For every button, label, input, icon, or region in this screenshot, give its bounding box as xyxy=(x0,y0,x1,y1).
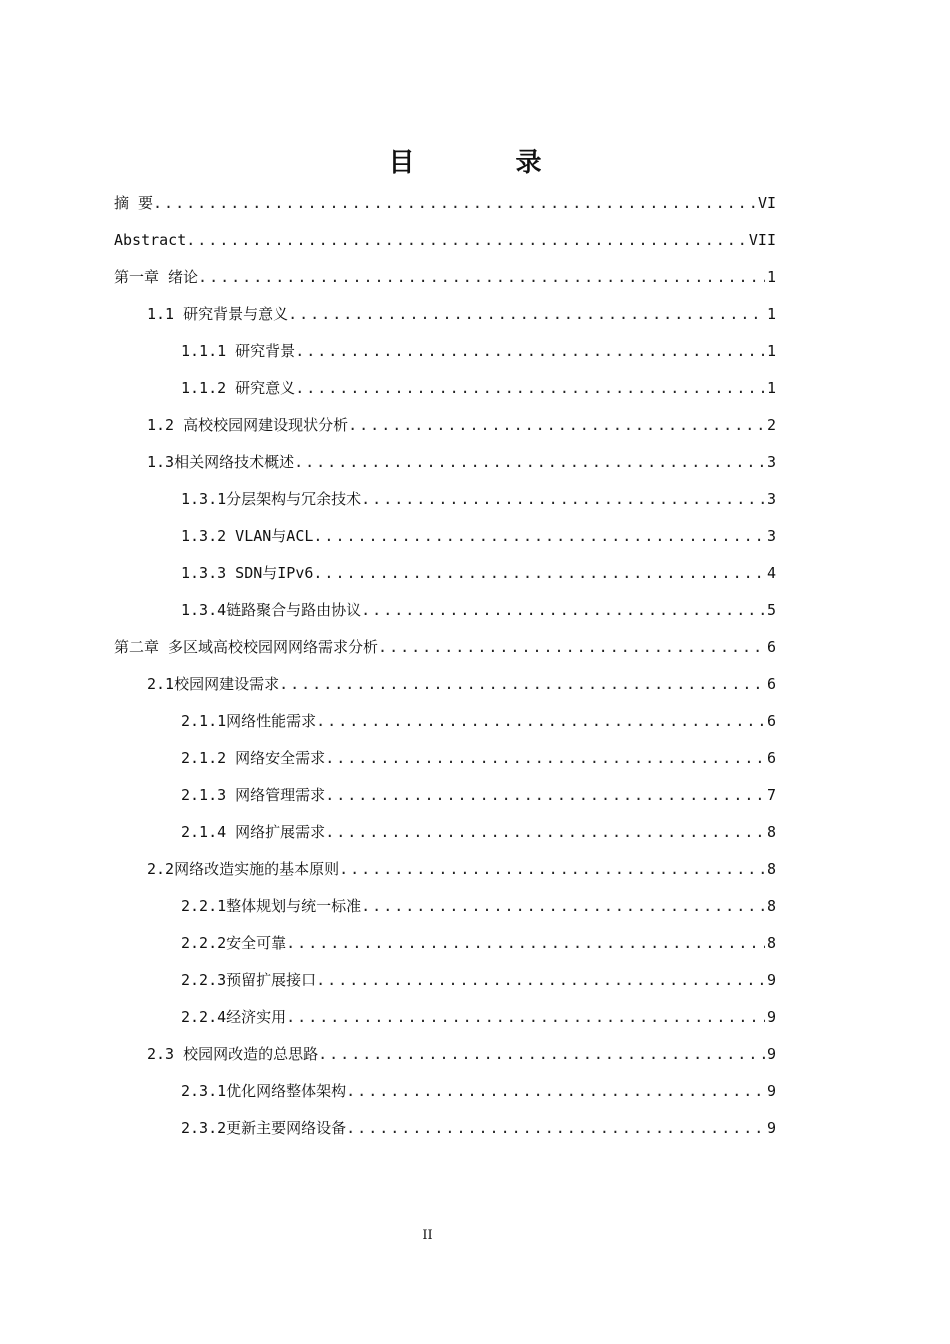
toc-dot-leader xyxy=(325,740,765,777)
toc-dot-leader xyxy=(313,518,765,555)
toc-entry-page: 8 xyxy=(766,860,776,878)
toc-entry-page: 7 xyxy=(766,786,776,804)
toc-entry-page: 1 xyxy=(766,342,776,360)
toc-entry[interactable] xyxy=(114,740,776,777)
toc-entry-title: 摘 要 xyxy=(114,194,154,212)
toc-entry[interactable] xyxy=(114,296,776,333)
toc-entry-title: 1.3.2 VLAN与ACL xyxy=(181,527,314,545)
toc-dot-leader xyxy=(346,1110,765,1147)
toc-entry[interactable] xyxy=(114,333,776,370)
toc-dot-leader xyxy=(361,888,765,925)
toc-entry[interactable] xyxy=(114,814,776,851)
toc-entry[interactable] xyxy=(114,888,776,925)
toc-entry-title: 1.1.2 研究意义 xyxy=(181,379,296,397)
toc-entry-page: 3 xyxy=(766,490,776,508)
toc-entry-title: 1.1 研究背景与意义 xyxy=(147,305,289,323)
toc-entry[interactable] xyxy=(114,407,776,444)
toc-entry-title: 1.3.3 SDN与IPv6 xyxy=(181,564,314,582)
toc-entry-title: 1.3.4链路聚合与路由协议 xyxy=(181,601,362,619)
toc-dot-leader xyxy=(186,222,747,259)
toc-entry-title: 2.1.3 网络管理需求 xyxy=(181,786,326,804)
toc-entry-title: 2.2.2安全可靠 xyxy=(181,934,287,952)
toc-dot-leader xyxy=(339,851,765,888)
toc-entry-page: 8 xyxy=(766,934,776,952)
toc-entry[interactable] xyxy=(114,999,776,1036)
toc-entry-page: 3 xyxy=(766,527,776,545)
toc-entry[interactable] xyxy=(114,592,776,629)
toc-entry-title: 2.3.2更新主要网络设备 xyxy=(181,1119,347,1137)
toc-dot-leader xyxy=(288,296,765,333)
toc-dot-leader xyxy=(316,962,765,999)
toc-entry[interactable] xyxy=(114,1110,776,1147)
toc-dot-leader xyxy=(325,777,765,814)
toc-dot-leader xyxy=(361,592,765,629)
toc-entry-page: 9 xyxy=(766,1008,776,1026)
toc-dot-leader xyxy=(286,999,765,1036)
toc-dot-leader xyxy=(378,629,765,666)
toc-entry-page: 9 xyxy=(766,1045,776,1063)
toc-entry[interactable] xyxy=(114,222,776,259)
page-title: 目 录 xyxy=(388,148,588,178)
toc-entry-page: 3 xyxy=(766,453,776,471)
toc-entry-title: 2.1.2 网络安全需求 xyxy=(181,749,326,767)
toc-entry[interactable] xyxy=(114,185,776,222)
toc-entry[interactable] xyxy=(114,444,776,481)
toc-entry[interactable] xyxy=(114,1073,776,1110)
toc-entry[interactable] xyxy=(114,629,776,666)
toc-dot-leader xyxy=(348,407,765,444)
toc-dot-leader xyxy=(313,555,765,592)
toc-entry[interactable] xyxy=(114,481,776,518)
toc-entry-page: 6 xyxy=(766,712,776,730)
toc-entry-page: VI xyxy=(757,194,776,212)
toc-entry[interactable] xyxy=(114,962,776,999)
toc-dot-leader xyxy=(316,703,765,740)
toc-dot-leader xyxy=(153,185,756,222)
toc-entry[interactable] xyxy=(114,518,776,555)
toc-entry[interactable] xyxy=(114,370,776,407)
toc-entry-title: 2.2.3预留扩展接口 xyxy=(181,971,317,989)
toc-dot-leader xyxy=(198,259,765,296)
toc-entry-page: VII xyxy=(748,231,776,249)
toc-entry[interactable] xyxy=(114,1036,776,1073)
toc-entry-title: 1.1.1 研究背景 xyxy=(181,342,296,360)
toc-entry-page: 8 xyxy=(766,897,776,915)
toc-entry[interactable] xyxy=(114,666,776,703)
toc-dot-leader xyxy=(295,370,765,407)
toc-entry[interactable] xyxy=(114,555,776,592)
toc-entry-title: 2.2网络改造实施的基本原则 xyxy=(147,860,340,878)
toc-dot-leader xyxy=(295,333,765,370)
toc-entry-title: 第二章 多区域高校校园网网络需求分析 xyxy=(114,638,379,656)
toc-entry-title: 2.3 校园网改造的总思路 xyxy=(147,1045,319,1063)
toc-entry-title: 2.2.1整体规划与统一标准 xyxy=(181,897,362,915)
toc-entry-page: 9 xyxy=(766,971,776,989)
toc-entry-title: 2.1校园网建设需求 xyxy=(147,675,280,693)
toc-entry-page: 1 xyxy=(766,268,776,286)
toc-entry-page: 9 xyxy=(766,1119,776,1137)
toc-dot-leader xyxy=(286,925,765,962)
toc-entry[interactable] xyxy=(114,259,776,296)
toc-entry-title: Abstract xyxy=(114,231,187,249)
toc-dot-leader xyxy=(325,814,765,851)
toc-entry-title: 1.2 高校校园网建设现状分析 xyxy=(147,416,349,434)
toc-entry-title: 2.1.4 网络扩展需求 xyxy=(181,823,326,841)
toc-entry[interactable] xyxy=(114,703,776,740)
toc-entry-title: 1.3相关网络技术概述 xyxy=(147,453,295,471)
toc-entry-page: 6 xyxy=(766,638,776,656)
toc-entry-page: 5 xyxy=(766,601,776,619)
toc-entry[interactable] xyxy=(114,851,776,888)
toc-dot-leader xyxy=(346,1073,765,1110)
toc-entry-page: 6 xyxy=(766,675,776,693)
toc-entry-title: 第一章 绪论 xyxy=(114,268,199,286)
toc-entry-title: 2.3.1优化网络整体架构 xyxy=(181,1082,347,1100)
toc-entry-title: 2.1.1网络性能需求 xyxy=(181,712,317,730)
footer-page-number: II xyxy=(422,1228,433,1243)
toc-dot-leader xyxy=(294,444,765,481)
toc-entry-page: 9 xyxy=(766,1082,776,1100)
toc-entry-page: 1 xyxy=(766,305,776,323)
toc-entry-page: 4 xyxy=(766,564,776,582)
toc-entry-page: 2 xyxy=(766,416,776,434)
toc-entry-page: 1 xyxy=(766,379,776,397)
toc-entry-title: 1.3.1分层架构与冗余技术 xyxy=(181,490,362,508)
toc-entry-title: 2.2.4经济实用 xyxy=(181,1008,287,1026)
toc-entry[interactable] xyxy=(114,925,776,962)
toc-dot-leader xyxy=(279,666,765,703)
table-of-contents xyxy=(114,185,776,1147)
toc-entry[interactable] xyxy=(114,777,776,814)
toc-entry-page: 8 xyxy=(766,823,776,841)
toc-dot-leader xyxy=(318,1036,765,1073)
toc-entry-page: 6 xyxy=(766,749,776,767)
toc-dot-leader xyxy=(361,481,765,518)
